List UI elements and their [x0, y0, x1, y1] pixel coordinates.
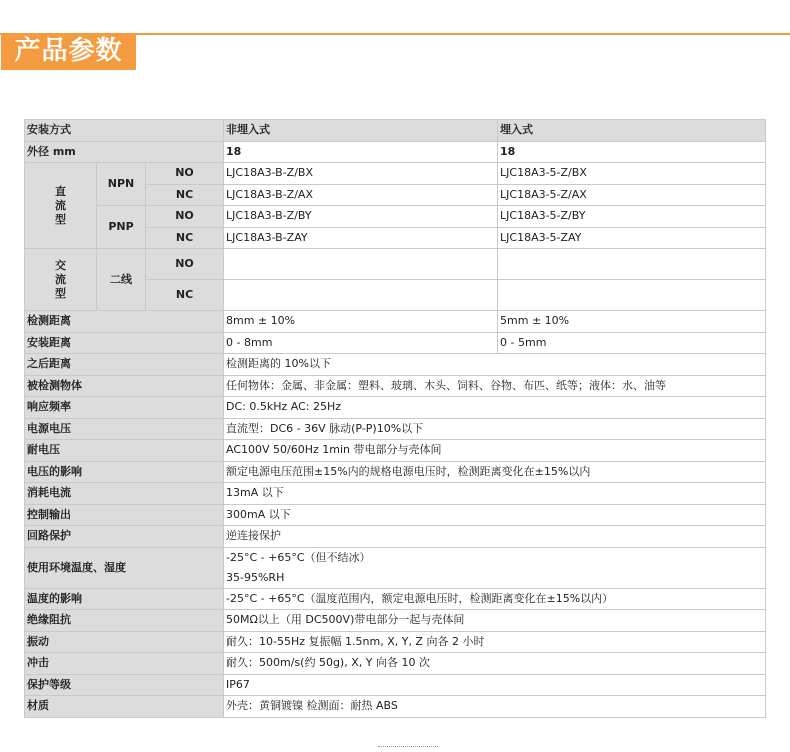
- col-head-mount: 安装方式: [25, 120, 224, 142]
- table-row: [25, 418, 766, 440]
- ac-char: 交: [55, 258, 66, 272]
- row-label: 消耗电流: [25, 483, 224, 505]
- cell-value: LJC18A3-5-Z/BY: [498, 206, 766, 228]
- cell-value: 耐久：500m/s(约 50g), X, Y 向各 10 次: [224, 653, 766, 675]
- row-label: 温度的影响: [25, 588, 224, 610]
- table-row: [25, 397, 766, 419]
- cell-value: 50MΩ以上（用 DC500V)带电部分一起与壳体间: [224, 610, 766, 632]
- dc-group-label: [25, 163, 97, 249]
- cell-value: AC100V 50/60Hz 1min 带电部分与壳体间: [224, 440, 766, 462]
- table-row: [25, 354, 766, 376]
- nc-label: NC: [146, 184, 224, 206]
- cell-value: 检测距离的 10%以下: [224, 354, 766, 376]
- table-row: [25, 206, 766, 228]
- cell-value: LJC18A3-5-Z/AX: [498, 184, 766, 206]
- table-row: [25, 375, 766, 397]
- dc-char: 流: [55, 198, 66, 212]
- cell-value: [224, 547, 766, 588]
- env-line-2: 35-95%RH: [226, 570, 285, 584]
- row-label: 之后距离: [25, 354, 224, 376]
- table-row: [25, 461, 766, 483]
- table-row: [25, 674, 766, 696]
- pnp-label: PNP: [97, 206, 146, 249]
- cell-value: 0 - 5mm: [498, 332, 766, 354]
- col-head-embedded: 埋入式: [498, 120, 766, 142]
- dc-char: 直: [55, 184, 66, 198]
- table-row: [25, 120, 766, 142]
- cell-value: 0 - 8mm: [224, 332, 498, 354]
- bottom-divider: [378, 746, 438, 749]
- cell-value: LJC18A3-B-Z/AX: [224, 184, 498, 206]
- table-row: [25, 504, 766, 526]
- spec-table: [24, 119, 766, 718]
- col-head-flush: 非埋入式: [224, 120, 498, 142]
- cell-value: LJC18A3-5-ZAY: [498, 227, 766, 249]
- no-label: NO: [146, 163, 224, 185]
- row-label: 材质: [25, 696, 224, 718]
- cell-value: 额定电源电压范围±15%内的规格电源电压时，检测距离变化在±15%以内: [224, 461, 766, 483]
- table-row: [25, 653, 766, 675]
- nc-label: NC: [146, 280, 224, 311]
- cell-value: LJC18A3-5-Z/BX: [498, 163, 766, 185]
- row-label: 被检测物体: [25, 375, 224, 397]
- cell-value: 耐久：10-55Hz 复振幅 1.5nm, X, Y, Z 向各 2 小时: [224, 631, 766, 653]
- two-wire-label: 二线: [97, 249, 146, 311]
- cell-value: LJC18A3-B-Z/BY: [224, 206, 498, 228]
- ac-char: 流: [55, 272, 66, 286]
- row-label: 检测距离: [25, 311, 224, 333]
- no-label: NO: [146, 249, 224, 280]
- table-row: [25, 141, 766, 163]
- table-row: [25, 332, 766, 354]
- cell-value: 18: [224, 141, 498, 163]
- row-label: 控制输出: [25, 504, 224, 526]
- table-row: [25, 588, 766, 610]
- cell-value: LJC18A3-B-Z/BX: [224, 163, 498, 185]
- section-title: 产品参数: [1, 33, 136, 70]
- nc-label: NC: [146, 227, 224, 249]
- table-row: [25, 249, 766, 280]
- cell-value: [224, 249, 498, 280]
- cell-value: [498, 280, 766, 311]
- table-row: [25, 526, 766, 548]
- table-row: [25, 696, 766, 718]
- table-row: [25, 631, 766, 653]
- row-label: 电源电压: [25, 418, 224, 440]
- row-label: 保护等级: [25, 674, 224, 696]
- table-row: [25, 311, 766, 333]
- table-row: [25, 440, 766, 462]
- cell-value: 外壳：黄铜镀镍 检测面：耐热 ABS: [224, 696, 766, 718]
- cell-value: LJC18A3-B-ZAY: [224, 227, 498, 249]
- cell-value: DC: 0.5kHz AC: 25Hz: [224, 397, 766, 419]
- ac-group-label: [25, 249, 97, 311]
- row-label: 安装距离: [25, 332, 224, 354]
- ac-char: 型: [55, 286, 66, 300]
- cell-value: 逆连接保护: [224, 526, 766, 548]
- no-label: NO: [146, 206, 224, 228]
- row-label: 回路保护: [25, 526, 224, 548]
- cell-value: 直流型：DC6 - 36V 脉动(P-P)10%以下: [224, 418, 766, 440]
- row-label: 振动: [25, 631, 224, 653]
- cell-value: 13mA 以下: [224, 483, 766, 505]
- npn-label: NPN: [97, 163, 146, 206]
- cell-value: 任何物体：金属、非金属：塑料、玻璃、木头、饲料、谷物、布匹、纸等；液体：水、油等: [224, 375, 766, 397]
- row-label: 绝缘阻抗: [25, 610, 224, 632]
- table-row: [25, 610, 766, 632]
- table-row: [25, 547, 766, 588]
- row-label: 响应频率: [25, 397, 224, 419]
- cell-value: 18: [498, 141, 766, 163]
- cell-value: 5mm ± 10%: [498, 311, 766, 333]
- row-label: 外径 mm: [25, 141, 224, 163]
- cell-value: [498, 249, 766, 280]
- row-label: 冲击: [25, 653, 224, 675]
- table-row: [25, 483, 766, 505]
- cell-value: 8mm ± 10%: [224, 311, 498, 333]
- row-label: 耐电压: [25, 440, 224, 462]
- env-line-1: -25°C - +65°C（但不结冰）: [226, 550, 371, 564]
- row-label: 电压的影响: [25, 461, 224, 483]
- cell-value: [224, 280, 498, 311]
- cell-value: 300mA 以下: [224, 504, 766, 526]
- table-row: [25, 163, 766, 185]
- row-label: 使用环境温度、湿度: [25, 547, 224, 588]
- cell-value: IP67: [224, 674, 766, 696]
- cell-value: -25°C - +65°C（温度范围内，额定电源电压时，检测距离变化在±15%以内）: [224, 588, 766, 610]
- dc-char: 型: [55, 212, 66, 226]
